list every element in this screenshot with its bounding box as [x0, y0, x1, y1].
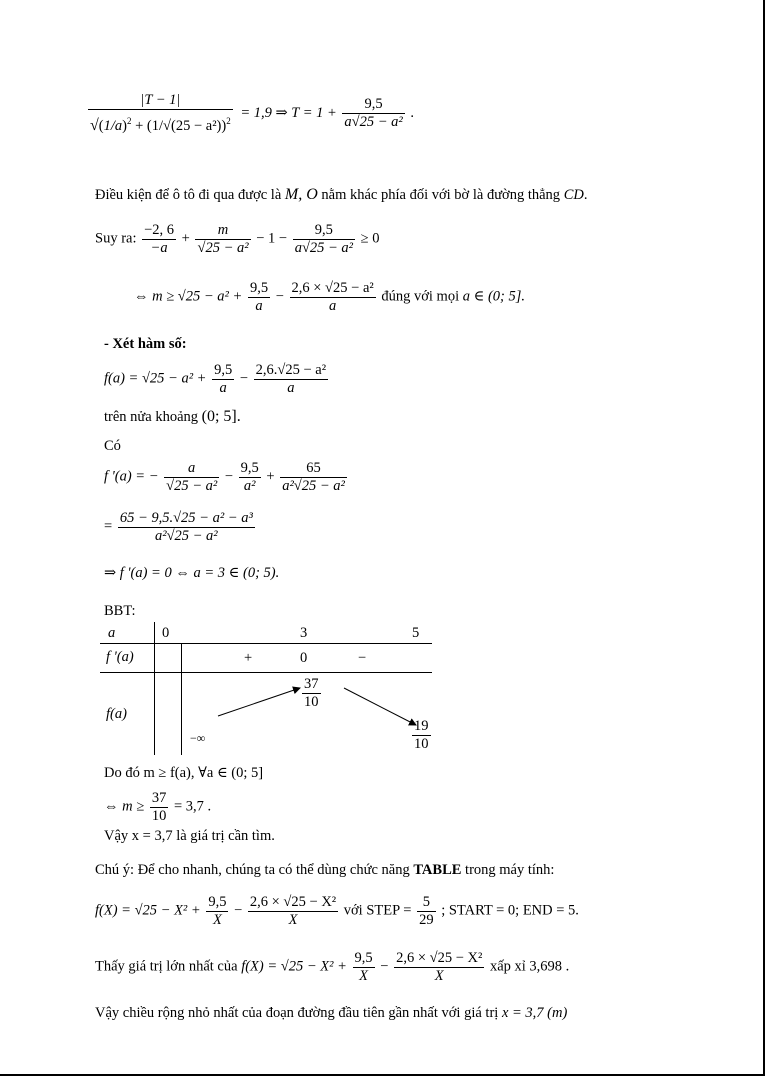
table-function: f(X) = √25 − X² + $\frac{9,5}{X}$ − $\frac{\text{2,6 × √25 − X²}}{X}$ với STEP = $\frac{5}{29}$ ; START = 0; END = 5.	[95, 894, 579, 928]
derivative-line: f '(a) = − $\frac{a}{\text{√25 − a²}}$ − $\frac{9,5}{\text{a²}}$ + $\frac{65}{\text{a²√25 − a²}}$	[104, 460, 345, 494]
xet-label: - Xét hàm số:	[104, 336, 187, 352]
arrow-up	[218, 688, 300, 716]
condition-before: Điều kiện để ô tô đi qua được là	[95, 187, 282, 203]
eq1-den-b: 1/√(25 − a²)	[151, 117, 222, 134]
eq1-numerator: |T − 1|	[88, 92, 233, 110]
max-value: $\frac{37}{10}$	[304, 676, 319, 710]
condition-line: Điều kiện để ô tô đi qua được là M, O nằm khác phía đối với bờ là đường thẳng CD.	[95, 186, 588, 203]
row-fp-label: f '(a)	[106, 649, 134, 665]
suy-ra-inequality: Suy ra: $\frac{-2, 6}{-a}$ + $\frac{m}{\text{√25 − a²}}$ − 1 − $\frac{9,5}{\text{a√25 − a²}}$ ≥ 0	[95, 222, 380, 256]
eq1-rhs: = 1,9 ⇒ T = 1 +	[240, 104, 337, 121]
eq1-frac-den: a√25 − a²	[344, 113, 403, 130]
condition-points: M, O	[284, 186, 318, 203]
end-value: $\frac{19}{10}$	[414, 718, 429, 752]
sign-plus: +	[244, 650, 253, 666]
x-value-3: 3	[300, 625, 308, 641]
condition-line-name: CD	[563, 187, 584, 203]
eq1-denominator: $√(1/a)^2 + (1/√(25 - a^2))^2$	[90, 115, 231, 134]
vay-line: Vậy x = 3,7 là giá trị cần tìm.	[104, 828, 275, 844]
row-a-label: a	[108, 625, 116, 641]
max-value-line: Thấy giá trị lớn nhất của f(X) = √25 − X² + $\frac{9,5}{X}$ − $\frac{\text{2,6 × √25 − X²}}{X}$ xấp xỉ 3,698 .	[95, 950, 570, 984]
interval-line: trên nửa khoảng (0; 5].	[104, 408, 241, 425]
row-f-label: f(a)	[106, 706, 127, 722]
sign-minus: −	[358, 650, 367, 666]
function-definition: f(a) = √25 − a² + $\frac{9,5}{a}$ − $\frac{\text{2,6.√25 − a²}}{a}$	[104, 362, 327, 396]
derivative-simplified: = $\frac{\text{65 − 9,5.√25 − a² − a³}}{\text{a²√25 − a²}}$	[104, 510, 253, 544]
critical-point: ⇒ f '(a) = 0 ⇔ a = 3 ∈ (0; 5).	[104, 565, 280, 581]
arrow-down	[344, 688, 416, 725]
m-bound-line: ⇔ m ≥ $\frac{37}{10}$ = 3,7 .	[104, 790, 212, 824]
do-do-line: Do đó m ≥ f(a), ∀a ∈ (0; 5]	[104, 765, 264, 781]
condition-after: nằm khác phía đối với bờ là đường thẳng	[321, 187, 561, 203]
x-value-0: 0	[162, 625, 170, 641]
table-keyword: TABLE	[413, 862, 462, 878]
note-line: Chú ý: Để cho nhanh, chúng ta có thể dùng chức năng TABLE trong máy tính:	[95, 862, 555, 878]
equivalence-inequality: ⇔ m ≥ √25 − a² + $\frac{9,5}{a}$ − $\frac{\text{2,6 × √25 − a²}}{a}$ đúng với mọi a ∈ (0; 5].	[134, 280, 526, 314]
eq1-frac-num: 9,5	[342, 96, 404, 114]
eq1-end: .	[410, 104, 414, 121]
suy-ra-label: Suy ra:	[95, 230, 137, 247]
x-value-5: 5	[412, 625, 420, 641]
left-limit: −∞	[190, 731, 206, 745]
sign-zero: 0	[300, 650, 308, 666]
final-line: Vậy chiều rộng nhỏ nhất của đoạn đường đầu tiên gần nhất với giá trị x = 3,7 (m)	[95, 1005, 568, 1021]
co-label: Có	[104, 438, 121, 454]
bbt-label: BBT:	[104, 603, 136, 619]
